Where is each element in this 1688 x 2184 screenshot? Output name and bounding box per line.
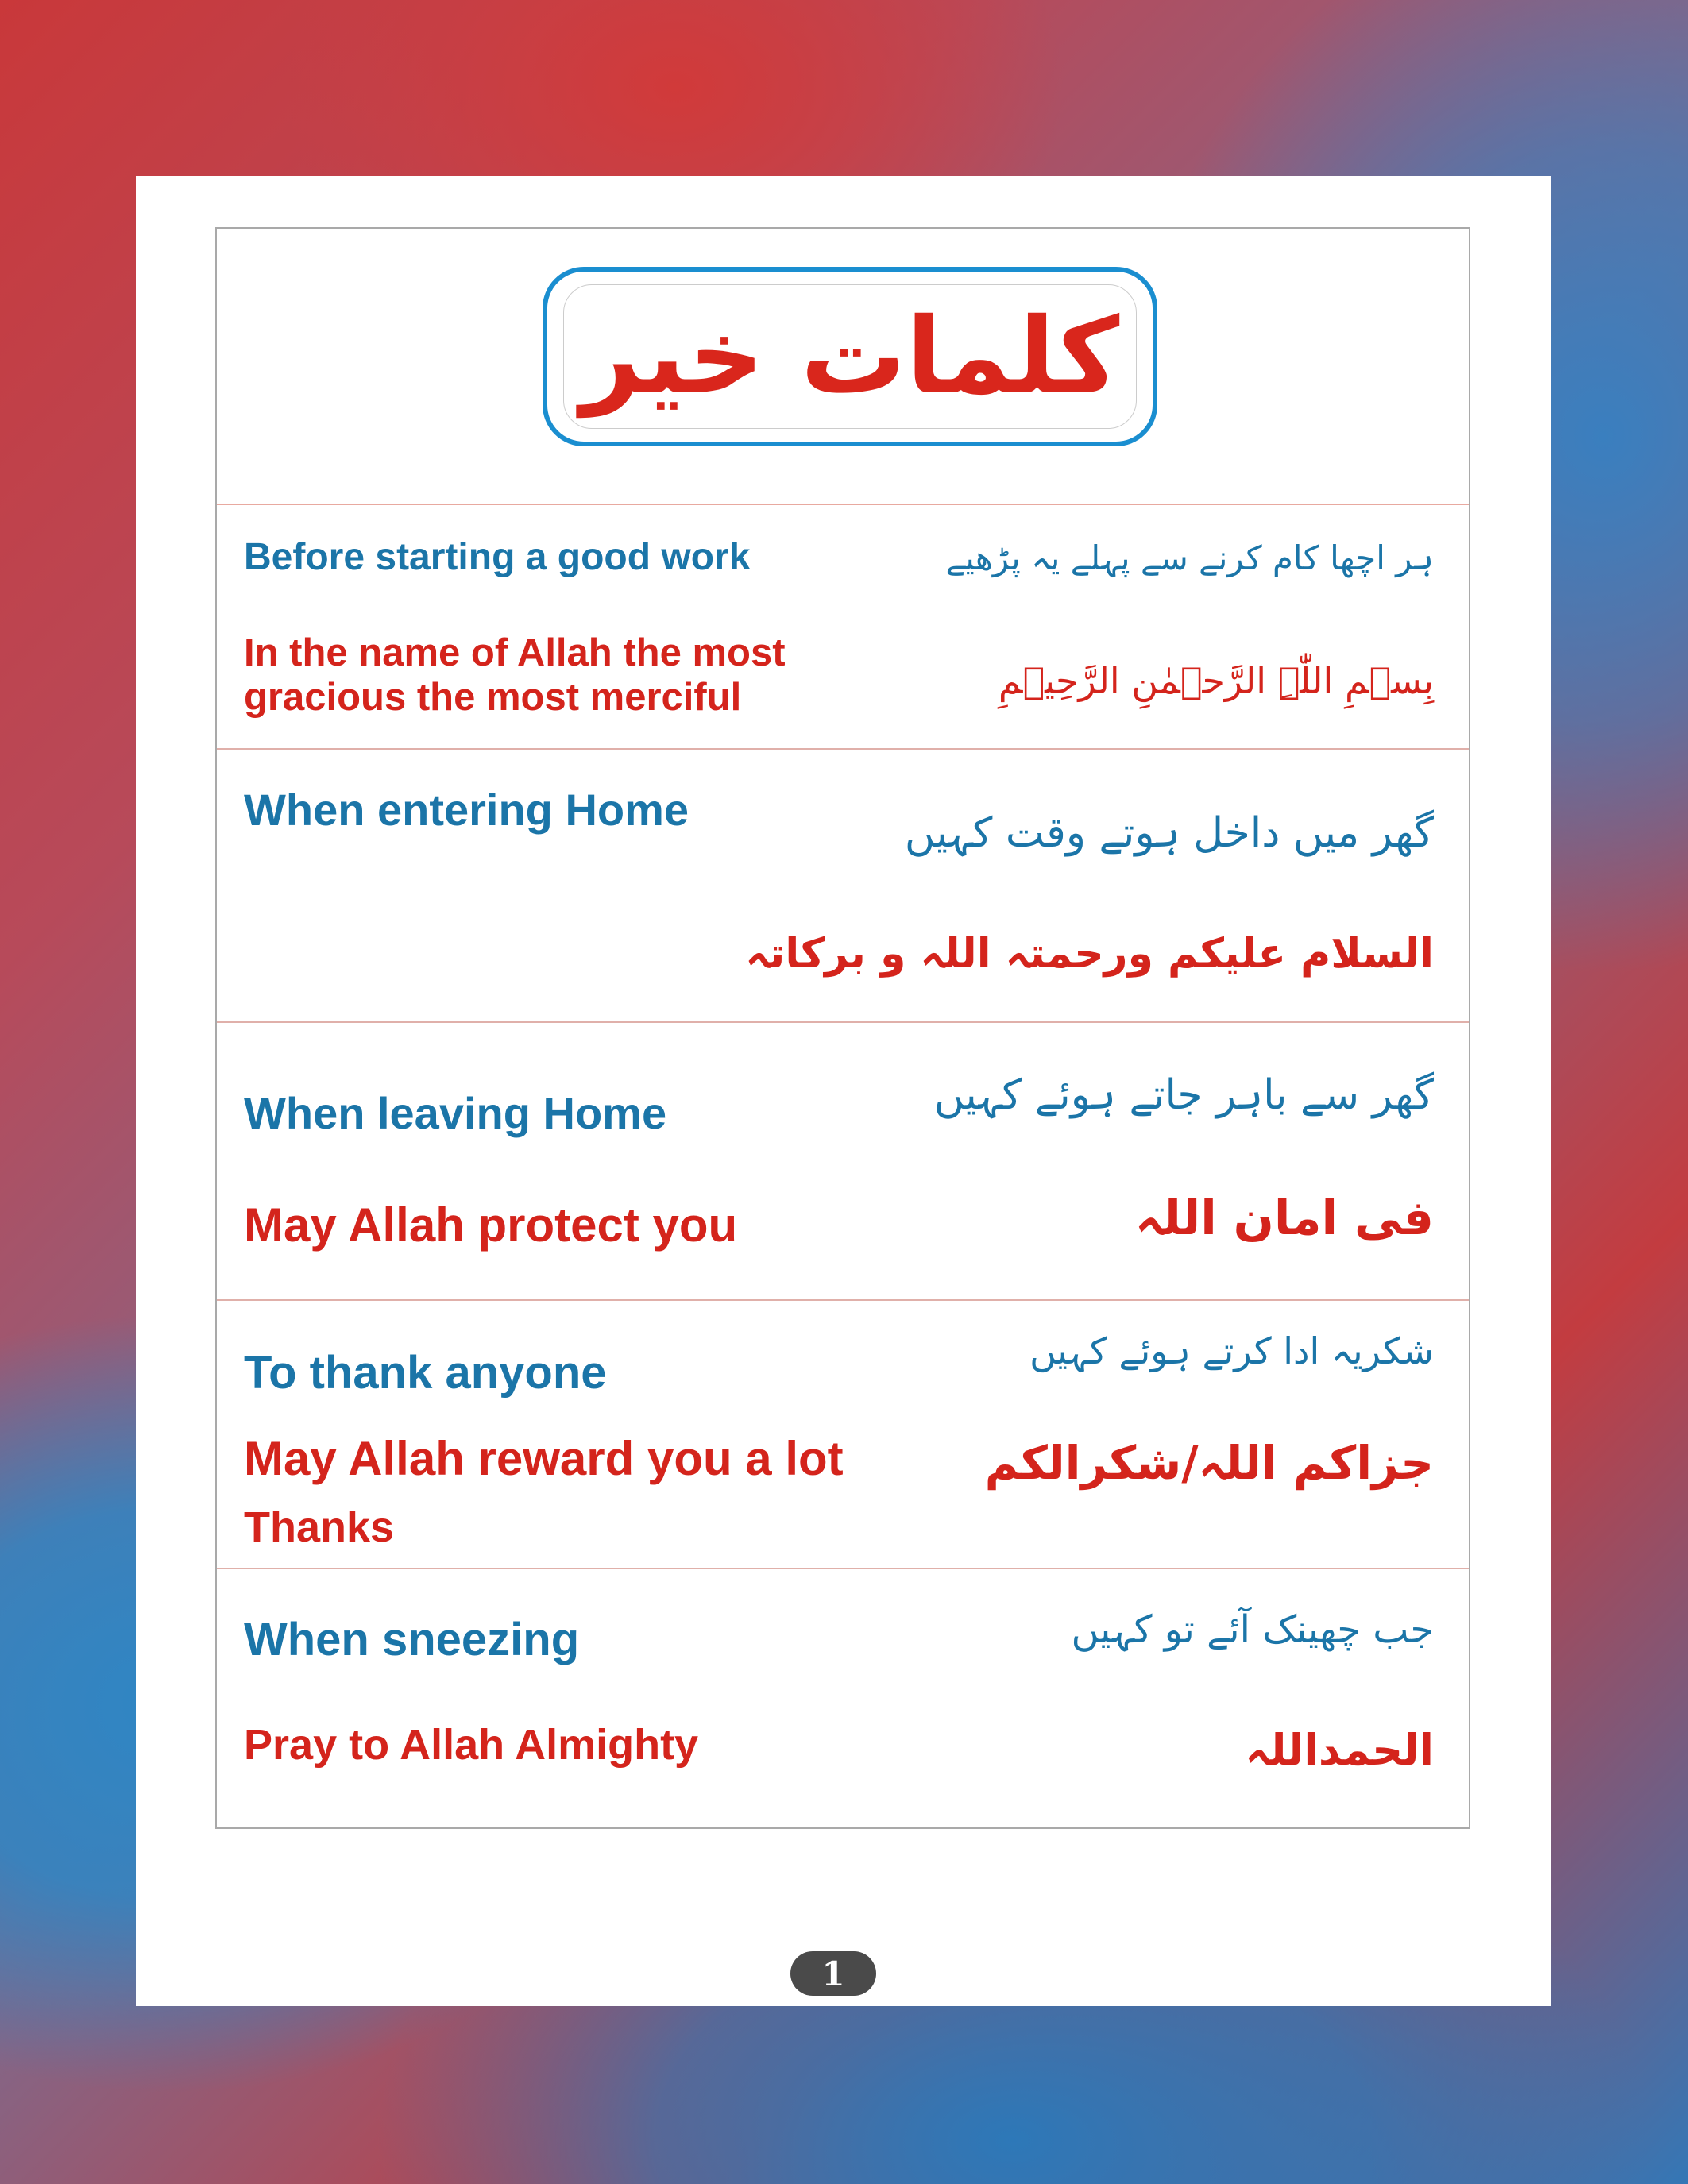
content-frame (215, 227, 1470, 1829)
list-item (217, 1023, 1469, 1301)
english-meaning: In the name of Allah the most gracious the most merciful (244, 631, 786, 720)
urdu-phrase: جزاکم اللہ/شکرالکم (984, 1436, 1434, 1490)
english-heading: To thank anyone (244, 1347, 607, 1399)
list-item (217, 1569, 1469, 1829)
urdu-phrase: السلام علیکم ورحمتہ اللہ و برکاتہ (745, 930, 1434, 978)
english-meaning-alt: Thanks (244, 1503, 395, 1551)
english-heading: When leaving Home (244, 1088, 667, 1138)
page-title: کلمات خیر (580, 295, 1120, 418)
title-badge-inner (563, 284, 1137, 429)
list-item (217, 504, 1469, 750)
title-badge (543, 267, 1157, 446)
english-heading: When sneezing (244, 1614, 580, 1665)
english-heading: Before starting a good work (244, 536, 751, 578)
page (136, 176, 1551, 2006)
page-number: 1 (790, 1951, 876, 1996)
urdu-phrase: الحمداللہ (1245, 1725, 1434, 1775)
english-meaning: Pray to Allah Almighty (244, 1721, 699, 1769)
urdu-heading: گھر میں داخل ہوتے وقت کہیں (904, 809, 1434, 857)
list-item (217, 1301, 1469, 1569)
urdu-phrase: بِسۡمِ اللّٰہِ الرَّحۡمٰنِ الرَّحِیۡمِ (998, 659, 1434, 702)
title-section (217, 229, 1469, 505)
english-meaning: May Allah reward you a lot (244, 1432, 844, 1485)
english-meaning: May Allah protect you (244, 1198, 738, 1252)
urdu-heading: جب چھینک آئے تو کہیں (1071, 1607, 1434, 1652)
urdu-heading: شکریہ ادا کرتے ہوئے کہیں (1029, 1329, 1434, 1372)
list-item (217, 750, 1469, 1023)
english-heading: When entering Home (244, 785, 689, 835)
urdu-phrase: فی امان اللہ (1135, 1190, 1434, 1246)
urdu-heading: ہر اچھا کام کرنے سے پہلے یہ پڑھیے (945, 538, 1434, 577)
urdu-heading: گھر سے باہر جاتے ہوئے کہیں (933, 1071, 1434, 1119)
